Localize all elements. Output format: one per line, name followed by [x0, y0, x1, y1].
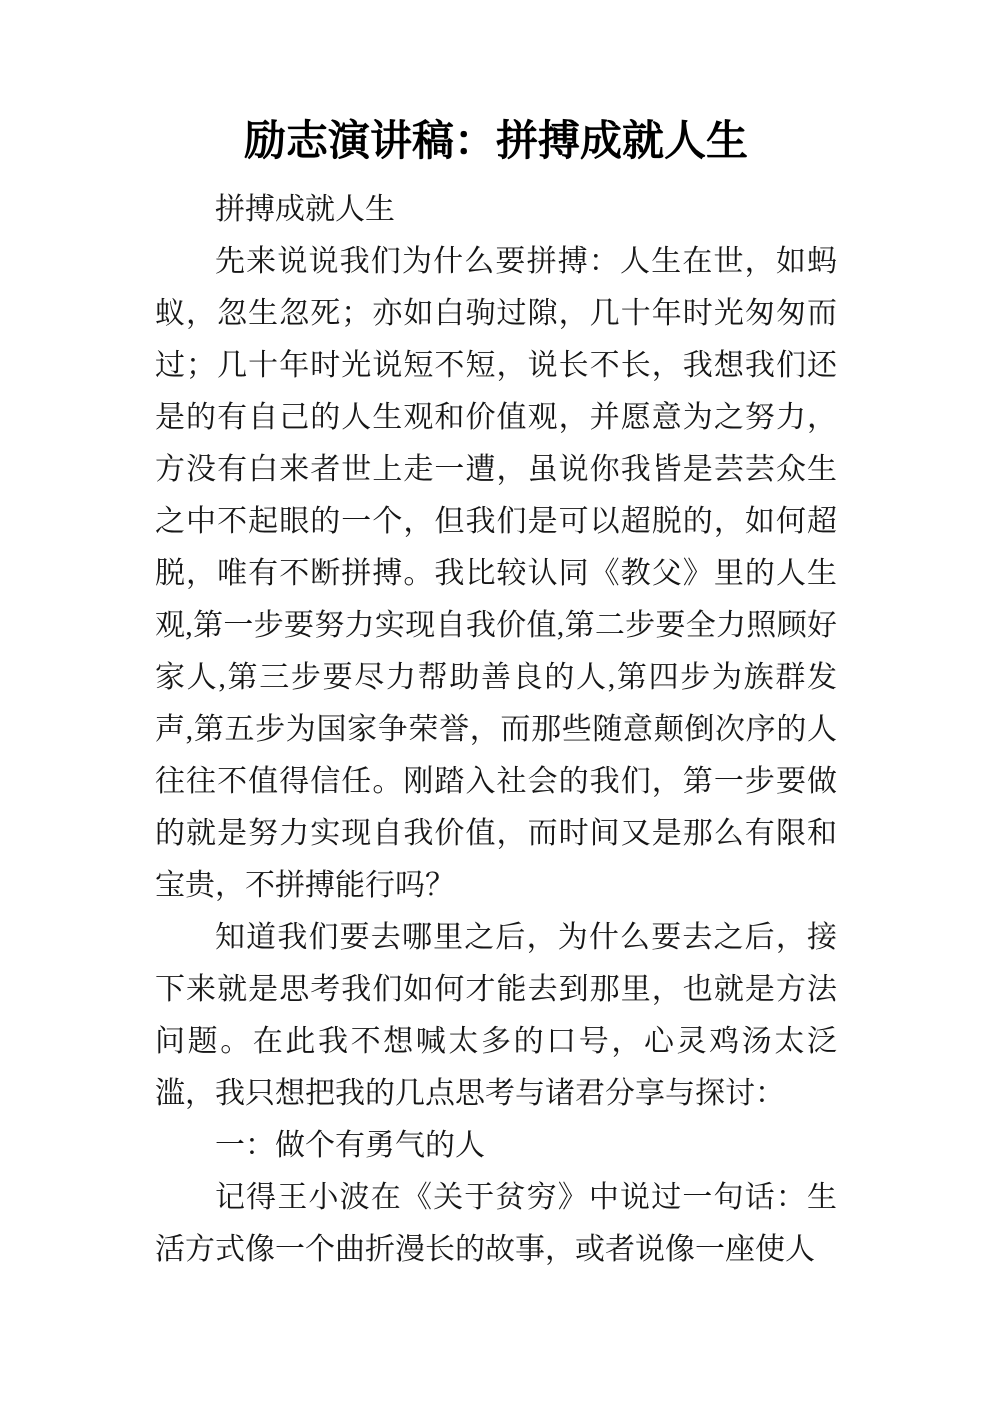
paragraph: 记得王小波在《关于贫穷》中说过一句话：生活方式像一个曲折漫长的故事，或者说像一座使人	[155, 1181, 837, 1266]
paragraph: 一：做个有勇气的人	[215, 1129, 485, 1162]
paragraph: 拼搏成就人生	[215, 193, 395, 226]
paragraph: 先来说说我们为什么要拼搏：人生在世，如蚂蚁，忽生忽死；亦如白驹过隙，几十年时光匆匆而过；几十年时光说短不短，说长不长，我想我们还是的有自己的人生观和价值观，并愿意为之努力，方没有白来者世上走一遭，虽说你我皆是芸芸众生之中不起眼的一个，但我们是可以超脱的，如何超脱，唯有不断拼搏。我比较认同《教父》里的人生观,第一步要努力实现自我价值,第二步要全力照顾好家人,第三步要尽力帮助善良的人,第四步为族群发声,第五步为国家争荣誉，而那些随意颠倒次序的人往往不值得信任。刚踏入社会的我们，第一步要做的就是努力实现自我价值，而时间又是那么有限和宝贵，不拼搏能行吗？	[155, 245, 837, 902]
paragraph: 知道我们要去哪里之后，为什么要去之后，接下来就是思考我们如何才能去到那里，也就是方法问题。在此我不想喊太多的口号，心灵鸡汤太泛滥，我只想把我的几点思考与诸君分享与探讨：	[155, 921, 837, 1110]
document-title: 励志演讲稿：拼搏成就人生	[243, 117, 748, 164]
document-body	[155, 184, 837, 1276]
